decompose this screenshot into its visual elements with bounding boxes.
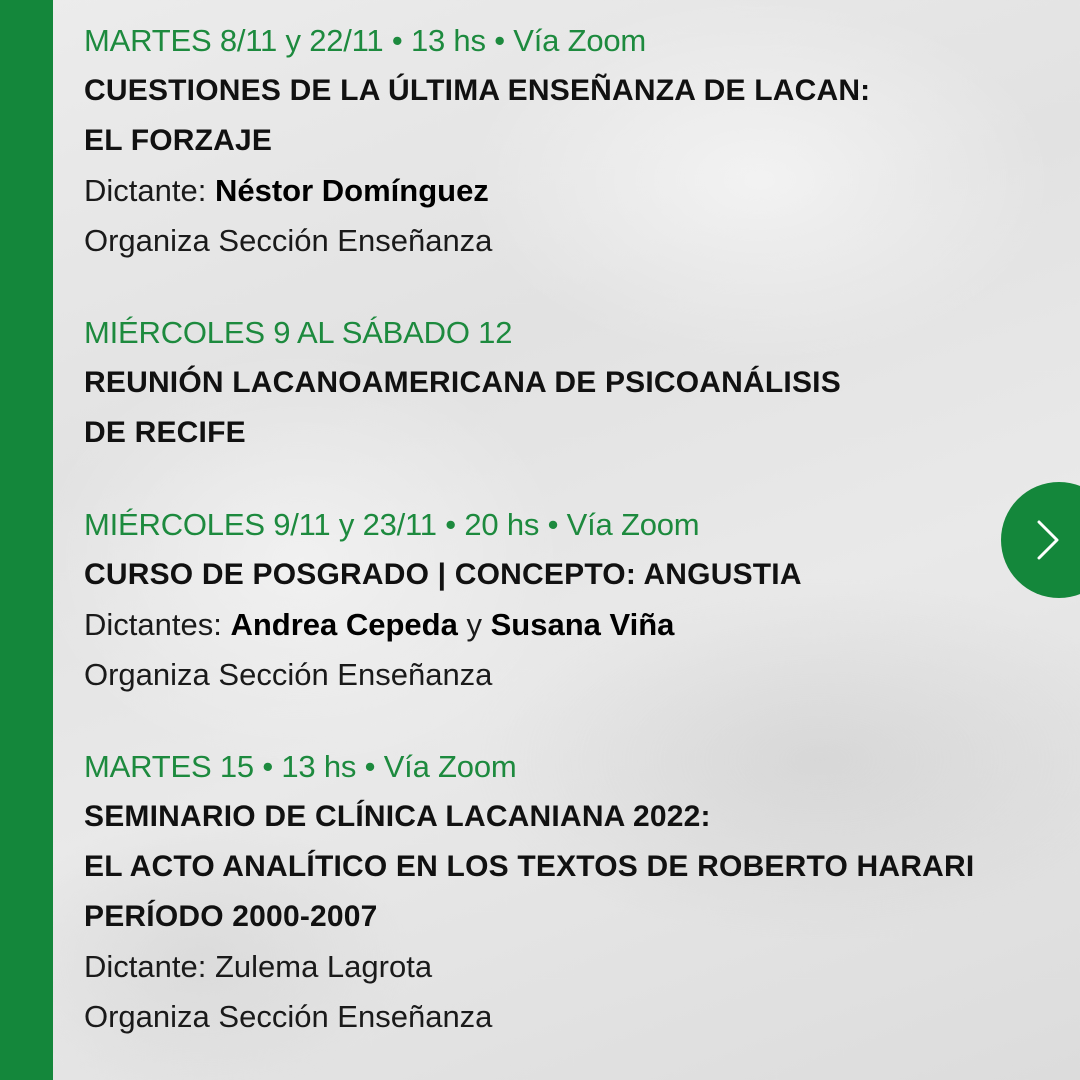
event-organizer: Organiza Sección Enseñanza: [84, 999, 493, 1034]
event-speaker: [84, 166, 1054, 216]
event-item: [84, 742, 1054, 1042]
event-organizer: Organiza Sección Enseñanza: [84, 657, 493, 692]
event-item: [84, 308, 1054, 458]
chevron-right-icon: [1035, 520, 1061, 560]
event-title: EL ACTO ANALÍTICO EN LOS TEXTOS DE ROBERTO HARARI: [84, 850, 975, 883]
speaker-label: Dictantes:: [84, 607, 231, 642]
speaker-name: Andrea Cepeda: [230, 607, 458, 642]
event-title: SEMINARIO DE CLÍNICA LACANIANA 2022:: [84, 800, 711, 833]
event-title: CUESTIONES DE LA ÚLTIMA ENSEÑANZA DE LACAN:: [84, 74, 871, 107]
event-title: CURSO DE POSGRADO | CONCEPTO: ANGUSTIA: [84, 558, 802, 591]
side-accent-bar: [0, 0, 53, 1080]
event-list: [84, 16, 1054, 1042]
event-title: DE RECIFE: [84, 416, 246, 449]
event-date: MIÉRCOLES 9 AL SÁBADO 12: [84, 315, 513, 350]
speaker-name: Susana Viña: [490, 607, 675, 642]
speaker-name: Néstor Domínguez: [214, 173, 489, 208]
event-date: MIÉRCOLES 9/11 y 23/11 • 20 hs • Vía Zoom: [84, 507, 700, 542]
event-speakers: [84, 600, 1054, 650]
speaker-label: Dictante:: [84, 173, 215, 208]
speaker-conjunction: y: [457, 607, 491, 642]
event-date: MARTES 8/11 y 22/11 • 13 hs • Vía Zoom: [84, 23, 647, 58]
event-item: [84, 16, 1054, 266]
event-date: MARTES 15 • 13 hs • Vía Zoom: [84, 749, 517, 784]
event-speaker: Dictante: Zulema Lagrota: [84, 949, 433, 984]
event-title: PERÍODO 2000-2007: [84, 900, 378, 933]
event-item: [84, 500, 1054, 700]
event-organizer: Organiza Sección Enseñanza: [84, 223, 493, 258]
event-title: EL FORZAJE: [84, 124, 273, 157]
event-title: REUNIÓN LACANOAMERICANA DE PSICOANÁLISIS: [84, 366, 841, 399]
